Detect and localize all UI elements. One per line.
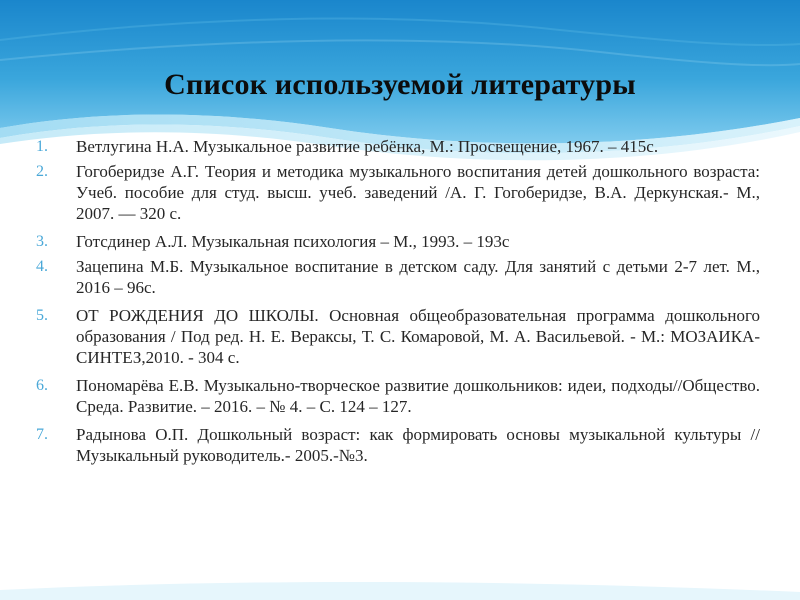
list-number: 2. [36, 163, 48, 180]
list-number: 7. [36, 426, 48, 443]
list-item [36, 375, 760, 417]
list-item [36, 424, 760, 466]
slide-title: Список используемой литературы [164, 68, 636, 101]
list-item [36, 161, 760, 224]
reference-text: Гогоберидзе А.Г. Теория и методика музыкального воспитания детей дошкольного возраста: Учеб. пособие для студ. высш. учеб. заведений /А. Г. Гогоберидзе, В.А. Деркунская.- М., 2007. — 320 с. [76, 162, 760, 223]
list-number: 4. [36, 258, 48, 275]
reference-text: Готсдинер А.Л. Музыкальная психология – М., 1993. – 193с [76, 232, 510, 251]
list-item [36, 231, 760, 252]
reference-text: Ветлугина Н.А. Музыкальное развитие ребёнка, М.: Просвещение, 1967. – 415с. [76, 137, 659, 156]
list-number: 3. [36, 233, 48, 250]
list-number: 5. [36, 307, 48, 324]
reference-list [36, 136, 760, 473]
list-number: 6. [36, 377, 48, 394]
reference-text: ОТ РОЖДЕНИЯ ДО ШКОЛЫ. Основная общеобразовательная программа дошкольного образования / Под ред. Н. Е. Вераксы, Т. С. Комаровой, М. А. Васильевой. - М.: МОЗАИКА-СИНТЕЗ,2010. - 304 с. [76, 306, 760, 367]
list-number: 1. [36, 138, 48, 155]
list-item [36, 256, 760, 298]
reference-text: Радынова О.П. Дошкольный возраст: как формировать основы музыкальной культуры //Музыкальный руководитель.- 2005.-№3. [76, 425, 760, 465]
reference-text: Пономарёва Е.В. Музыкально-творческое развитие дошкольников: идеи, подходы//Общество. Среда. Развитие. – 2016. – № 4. – С. 124 – 127. [76, 376, 760, 416]
list-item [36, 305, 760, 368]
list-item [36, 136, 760, 157]
reference-text: Зацепина М.Б. Музыкальное воспитание в детском саду. Для занятий с детьми 2-7 лет. М., 2016 – 96с. [76, 257, 760, 297]
